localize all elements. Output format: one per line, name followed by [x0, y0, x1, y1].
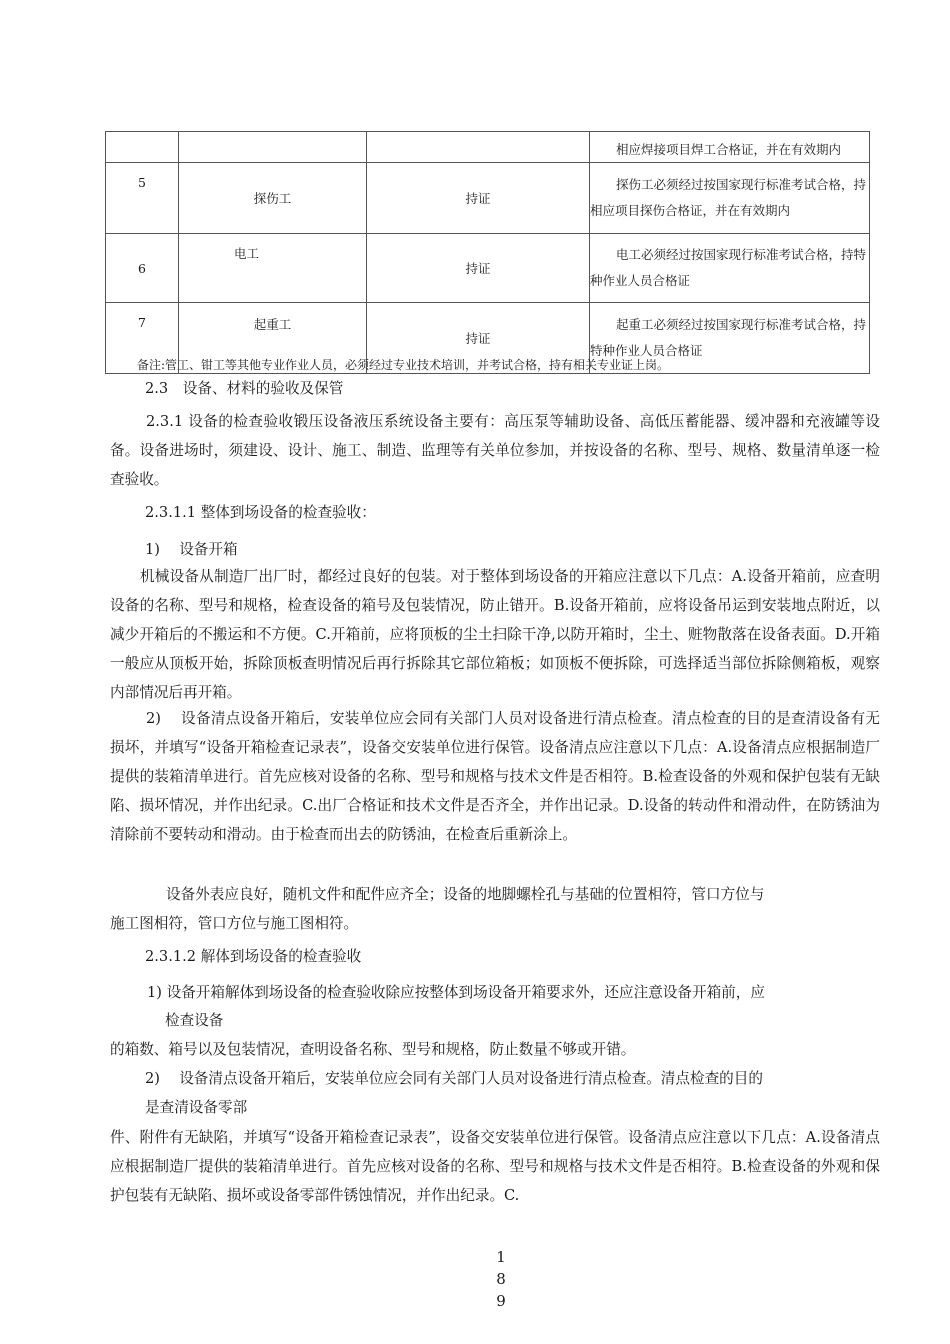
row-number: 6: [106, 234, 179, 303]
list-item-unpacking: 1) 设备开箱: [145, 541, 238, 558]
worker-type: 电工: [179, 234, 367, 303]
heading-2-3-1-2: 2.3.1.2 解体到场设备的检查验收: [145, 948, 362, 965]
row-number: 7: [106, 303, 179, 374]
requirement-line: 相应焊接项目焊工合格证，并在有效期内: [616, 142, 842, 157]
paragraph-parts-line-1: 2) 设备清点设备开箱后，安装单位应会同有关部门人员对设备进行清点检查。清点检查的目的: [145, 1070, 763, 1087]
page-number-digit: 1: [496, 1248, 506, 1266]
worker-type: [179, 132, 367, 163]
section-heading-2-3: 2.3 设备、材料的验收及保管: [145, 380, 344, 397]
requirement-line-2: 相应项目探伤合格证，并在有效期内: [590, 203, 791, 218]
paragraph-2-3-1: 2.3.1 设备的检查验收锻压设备液压系统设备主要有：高压泵等辅助设备、高低压蓄能器、缓冲器和充液罐等设备。设备进场时，须建设、设计、施工、制造、监理等有关单位参加，并按设备的名称、型号、规格、数量清单逐一检查验收。: [110, 413, 880, 488]
requirement-text: [590, 132, 870, 163]
paragraph-disassembled-line-1: 1) 设备开箱解体到场设备的检查验收除应按整体到场设备开箱要求外，还应注意设备开箱前，应: [147, 984, 765, 1001]
table-row: [106, 163, 870, 234]
requirement-text: [590, 234, 870, 303]
paragraph-unpacking: 机械设备从制造厂出厂时，都经过良好的包装。对于整体到场设备的开箱应注意以下几点：A.设备开箱前，应查明设备的名称、型号和规格，检查设备的箱号及包装情况，防止错开。B.设备开箱前，应将设备吊运到安装地点附近，以减少开箱后的不搬运和不方便。C.开箱前，应将顶板的尘土扫除干净,以防开箱时，尘土、赃物散落在设备表面。D.开箱一般应从顶板开始，拆除顶板查明情况后再行拆除其它部位箱板；如顶板不便拆除，可选择适当部位拆除侧箱板，观察内部情况后再开箱。: [110, 568, 880, 701]
paragraph-inventory: 2) 设备清点设备开箱后，安装单位应会同有关部门人员对设备进行清点检查。清点检查的目的是查清设备有无损坏，并填写“设备开箱检查记录表”，设备交安装单位进行保管。设备清点应注意以下几点：A.设备清点应根据制造厂提供的装箱清单进行。首先应核对设备的名称、型号和规格与技术文件是否相符。B.检查设备的外观和保护包装有无缺陷、损坏情况，并作出纪录。C.出厂合格证和技术文件是否齐全，并作出记录。D.设备的转动件和滑动件，在防锈油为清除前不要转动和滑动。由于检查而出去的防锈油，在检查后重新涂上。: [110, 710, 880, 843]
paragraph-appearance-line-1: 设备外表应良好，随机文件和配件应齐全；设备的地脚螺栓孔与基础的位置相符，管口方位与: [166, 886, 765, 903]
requirement-text: [590, 163, 870, 234]
page-number-digit: 8: [496, 1270, 506, 1288]
certificate-status: 持证: [367, 303, 590, 374]
requirement-line-2: 种作业人员合格证: [590, 273, 691, 288]
paragraph-parts-body: 件、附件有无缺陷，并填写“设备开箱检查记录表”，设备交安装单位进行保管。设备清点应注意以下几点：A.设备清点应根据制造厂提供的装箱清单进行。首先应核对设备的名称、型号和规格与技术文件是否相符。B.检查设备的外观和保护包装有无缺陷、损坏或设备零部件锈蚀情况，并作出纪录。C.: [110, 1129, 880, 1204]
page-number: [494, 1246, 508, 1312]
requirement-line-1: 起重工必须经过按国家现行标准考试合格，持: [616, 317, 867, 332]
paragraph-parts-line-2: 是查清设备零部: [145, 1099, 248, 1116]
requirement-line-2: 特种作业人员合格证: [590, 343, 703, 358]
worker-type: 起重工: [179, 303, 367, 374]
page-number-digit: 9: [496, 1292, 506, 1310]
table-row: [106, 132, 870, 163]
certificate-status: 持证: [367, 234, 590, 303]
certificate-status: [367, 132, 590, 163]
heading-2-3-1-1: 2.3.1.1 整体到场设备的检查验收：: [145, 504, 376, 521]
requirement-line-1: 探伤工必须经过按国家现行标准考试合格，持: [616, 177, 867, 192]
qualification-table: [105, 131, 870, 374]
paragraph-disassembled-line-2: 检查设备: [165, 1012, 224, 1029]
worker-type: 探伤工: [179, 163, 367, 234]
row-number: [106, 132, 179, 163]
requirement-line-1: 电工必须经过按国家现行标准考试合格，持特: [616, 247, 867, 262]
table-note: 备注:管工、钳工等其他专业作业人员，必须经过专业技术培训，并考试合格，持有相关专业证上岗。: [137, 358, 670, 372]
row-number: 5: [106, 163, 179, 234]
table-row: [106, 234, 870, 303]
paragraph-disassembled-line-3: 的箱数、箱号以及包装情况，查明设备名称、型号和规格，防止数量不够或开错。: [110, 1041, 636, 1058]
certificate-status: 持证: [367, 163, 590, 234]
paragraph-appearance-line-2: 施工图相符，管口方位与施工图相符。: [110, 915, 359, 932]
